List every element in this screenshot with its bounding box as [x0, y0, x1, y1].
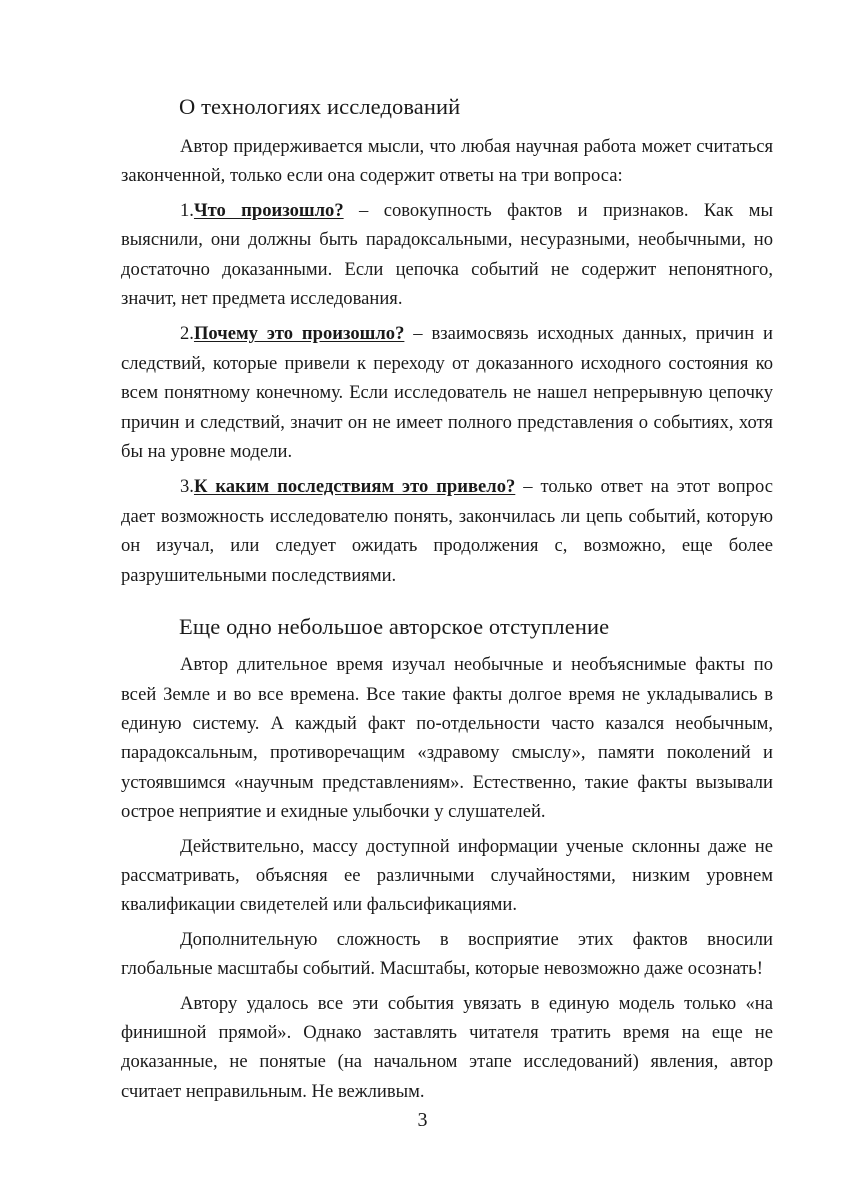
intro-paragraph: Автор придерживается мысли, что любая научная работа может считаться законченной, только если она содержит ответы на три вопроса:	[121, 136, 773, 187]
list-item-question: К каким последствиям это привело?	[193, 476, 516, 498]
section-heading-author-digression: Еще одно небольшое авторское отступление	[179, 614, 610, 640]
list-item-number: 2.	[180, 323, 194, 345]
list-item-1	[121, 196, 773, 314]
list-item-text: – совокупность фактов и признаков. Как мы выяснили, они должны быть парадоксальными, несуразными, необычными, но достаточно доказанными. Если цепочка событий не содержит непонятного, значит, нет предмета исследования.	[121, 199, 773, 310]
list-item-2	[121, 319, 773, 466]
page-number: 3	[417, 1109, 428, 1131]
list-item-number: 3.	[180, 476, 194, 498]
body-paragraph: Дополнительную сложность в восприятие этих фактов вносили глобальные масштабы событий. Масштабы, которые невозможно даже осознать!	[121, 928, 773, 980]
list-item-question: Почему это произошло?	[193, 323, 405, 345]
body-paragraph: Автору удалось все эти события увязать в единую модель только «на финишной прямой». Однако заставлять читателя тратить время на еще не доказанные, не понятые (на начальном этапе исследований) явления, автор считает неправильным. Не вежливым.	[121, 992, 773, 1102]
section-heading-research-technologies: О технологиях исследований	[179, 94, 461, 119]
list-item-text: – только ответ на этот вопрос дает возможность исследователю понять, закончилась ли цепь событий, которую он изучал, или следует ожидать продолжения с, возможно, еще более разрушительными последствиями.	[121, 476, 773, 586]
page-content	[121, 92, 773, 1111]
list-item-text: – взаимосвязь исходных данных, причин и следствий, которые привели к переходу от доказанного исходного состояния ко всем понятному конечному. Если исследователь не нашел непрерывную цепочку причин и следствий, значит он не имеет полного представления о событиях, хотя бы на уровне модели.	[121, 323, 773, 463]
body-paragraph: Действительно, массу доступной информации ученые склонны даже не рассматривать, объясняя ее различными случайностями, низким уровнем квалификации свидетелей или фальсификациями.	[121, 835, 773, 916]
list-item-3	[121, 472, 773, 590]
body-paragraph: Автор длительное время изучал необычные и необъяснимые факты по всей Земле и во все времена. Все такие факты долгое время не укладывались в единую систему. А каждый факт по-отдельности часто казался необычным, парадоксальным, противоречащим «здравому смыслу», памяти поколений и устоявшимся «научным представлениям». Естественно, такие факты вызывали острое неприятие и ехидные улыбочки у слушателей.	[121, 654, 773, 823]
list-item-number: 1.	[180, 199, 194, 221]
list-item-question: Что произошло?	[193, 199, 344, 221]
